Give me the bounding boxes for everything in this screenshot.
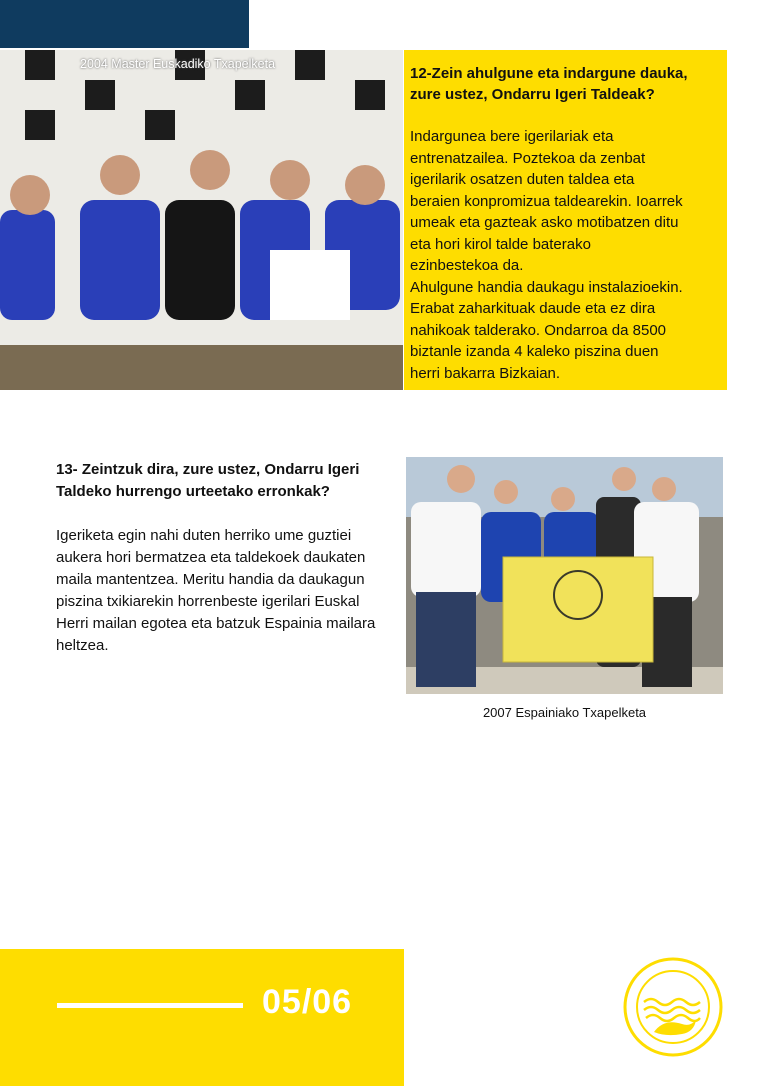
answer-line: herri bakarra Bizkaian. — [410, 364, 561, 382]
answer-line: eta hori kirol talde baterako — [410, 235, 591, 253]
photo-caption: 2004 Master Euskadiko Txapelketa — [80, 57, 276, 71]
photo-caption: 2007 Espainiako Txapelketa — [482, 705, 647, 720]
answer-line: Ahulgune handia daukagu instalazioekin. — [410, 278, 683, 296]
bench — [0, 345, 403, 390]
answer-line: Erabat zaharkituak daude eta ez dira — [410, 300, 656, 317]
answer-line: igerilarik osatzen duten taldea eta — [410, 171, 635, 188]
photo-master-euskadi — [0, 50, 403, 390]
question-13-title: 13- Zeintzuk dira, zure ustez, Ondarru Igeri Taldeko hurrengo urteetako erronkak? — [56, 461, 360, 500]
answer-line: umeak eta gazteak asko motibatzen ditu — [410, 214, 679, 231]
page-number: 05/06 — [262, 983, 353, 1021]
answer-line: Indargunea bere igerilariak eta — [410, 128, 614, 145]
tiled-wall-illustration — [0, 50, 403, 350]
answer-line: beraien konpromizua taldearekin. Ioarrek — [410, 192, 683, 210]
answer-line: biztanle izanda 4 kaleko piszina duen — [410, 343, 659, 360]
question-13-section — [56, 459, 376, 657]
photo-espainiako-txapelketa — [406, 457, 723, 694]
answer-line: ezinbestekoa da. — [410, 257, 524, 274]
answer-line: nahikoak talderako. Ondarroa da 8500 — [410, 321, 667, 339]
question-12-box — [404, 50, 727, 390]
question-12-answer — [410, 126, 721, 384]
footer-bar — [0, 949, 404, 1086]
question-13-answer: Igeriketa egin nahi duten herriko ume guztiei aukera hori bermatzea eta taldekoek daukaten maila mantentzea. Meritu handia da daukagun piszina txikiarekin horrenbeste igerilari Euskal Herri mailan egotea eta batzuk Espainia mailara heltzea. — [56, 527, 376, 654]
answer-line: entrenatzailea. Poztekoa da zenbat — [410, 149, 646, 167]
club-logo-icon — [622, 956, 724, 1058]
top-navy-bar — [0, 0, 249, 48]
group-photo-illustration — [406, 457, 723, 694]
footer-divider-line — [57, 1003, 243, 1008]
question-12-title: 12-Zein ahulgune eta indargune dauka, zure ustez, Ondarru Igeri Taldeak? — [410, 65, 688, 103]
